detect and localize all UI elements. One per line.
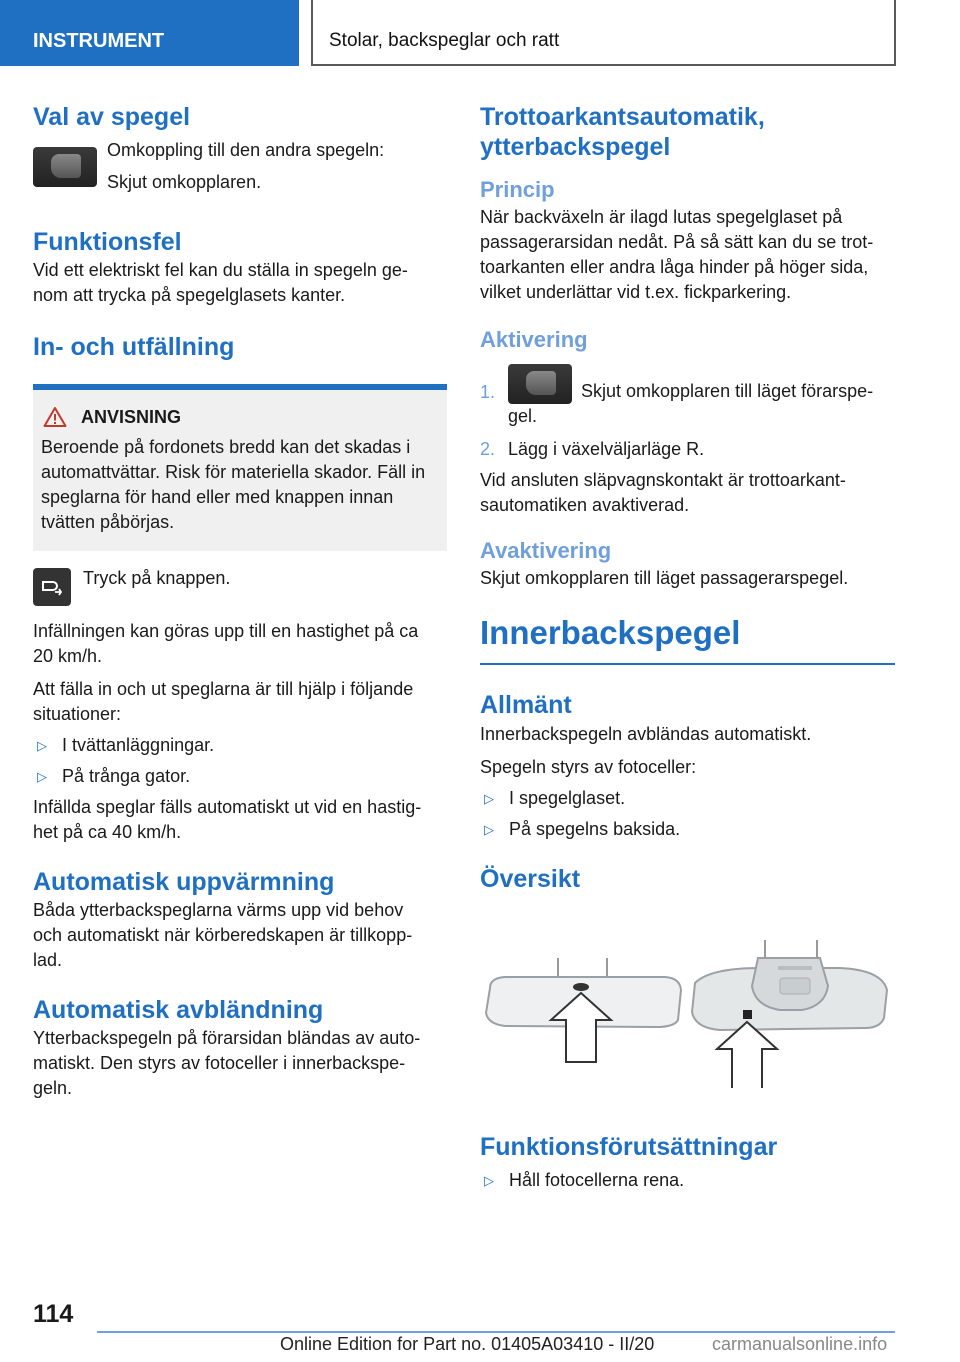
notice-line1: Beroende på fordonets bredd kan det skadas i — [41, 437, 411, 457]
step-number: 1. — [480, 382, 496, 402]
list-item — [480, 1168, 895, 1193]
section-tab: INSTRUMENT — [0, 0, 299, 66]
bullet-triangle-icon: ▷ — [484, 791, 494, 806]
bullet-triangle-icon: ▷ — [484, 822, 494, 837]
mirror-select-text — [107, 138, 384, 195]
bullet-text: I spegelglaset. — [509, 788, 626, 808]
heating-line2: och automatiskt när körberedskapen är tillkopp- — [33, 925, 413, 945]
fold-speed-line2: 20 km/h. — [33, 646, 103, 666]
watermark: carmanualsonline.info — [712, 1334, 888, 1354]
fold-button-text: Tryck på knappen. — [83, 568, 231, 588]
notice-line3: speglarna för hand eller med knappen innan — [41, 487, 394, 507]
right-column — [480, 100, 895, 1193]
numbered-step — [480, 437, 895, 462]
list-item — [480, 817, 895, 842]
mirror-select-line1: Omkoppling till den andra spegeln: — [107, 140, 385, 160]
bullet-triangle-icon: ▷ — [37, 769, 47, 784]
princip-line3: toarkanten eller andra låga hinder på höger sida, — [480, 257, 869, 277]
section-rule — [480, 663, 895, 665]
heading-val-av-spegel: Val av spegel — [33, 103, 191, 131]
numbered-step — [480, 364, 895, 429]
footer-rule — [97, 1331, 895, 1333]
fold-situations-line1: Att fälla in och ut speglarna är till hjälp i följande — [33, 679, 414, 699]
step-text: Skjut omkopplaren till läget förarspe- — [581, 381, 874, 401]
heading-trottoar-line2: ytterbackspegel — [480, 133, 671, 161]
heading-oversikt: Översikt — [480, 865, 581, 893]
notice-title: ANVISNING — [81, 407, 182, 427]
funktionsfel-line1: Vid ett elektriskt fel kan du ställa in spegeln ge- — [33, 260, 408, 280]
mirror-select-line2: Skjut omkopplaren. — [107, 172, 262, 192]
heating-line1: Båda ytterbackspeglarna värms upp vid behov — [33, 900, 404, 920]
fotoceller-intro: Spegeln styrs av fotoceller: — [480, 757, 697, 777]
heading-innerbackspegel: Innerbackspegel — [480, 614, 741, 651]
list-item — [33, 733, 447, 758]
princip-line1: När backväxeln är ilagd lutas spegelglaset på — [480, 207, 843, 227]
warning-icon — [43, 406, 67, 428]
fold-situations-line2: situationer: — [33, 704, 122, 724]
heating-line3: lad. — [33, 950, 63, 970]
bullet-triangle-icon: ▷ — [484, 1173, 494, 1188]
heading-funktionsfel: Funktionsfel — [33, 228, 182, 256]
dimming-line1: Ytterbackspegeln på förarsidan bländas av auto- — [33, 1028, 421, 1048]
bullet-text: På spegelns baksida. — [509, 819, 681, 839]
dimming-line3: geln. — [33, 1078, 73, 1098]
notice-line4: tvätten påbörjas. — [41, 512, 175, 532]
page-header — [0, 0, 960, 66]
heading-automatisk-uppvarmning: Automatisk uppvärmning — [33, 868, 335, 896]
mirror-switch-icon — [33, 147, 97, 187]
bullet-text: På trånga gator. — [62, 766, 191, 786]
princip-line4: vilket underlättar vid t.ex. fickparkering. — [480, 282, 792, 302]
dimming-line2: matiskt. Den styrs av fotoceller i innerbackspe- — [33, 1053, 406, 1073]
trailer-note-line2: sautomatiken avaktiverad. — [480, 495, 690, 515]
funktionsfel-line2: nom att trycka på spegelglasets kanter. — [33, 285, 346, 305]
mirror-switch-icon — [508, 364, 572, 404]
page-number: 114 — [33, 1300, 74, 1328]
unfold-line1: Infällda speglar fälls automatiskt ut vid en hastig- — [33, 797, 422, 817]
fold-button-row — [33, 568, 447, 606]
bullet-text: I tvättanläggningar. — [62, 735, 215, 755]
step1-first-line — [508, 364, 873, 404]
trailer-note-line1: Vid ansluten släpvagnskontakt är trottoarkant- — [480, 470, 846, 490]
list-item — [33, 764, 447, 789]
left-column — [33, 100, 447, 1101]
allmant-text: Innerbackspegeln avbländas automatiskt. — [480, 724, 812, 744]
step-text: Lägg i växelväljarläge R. — [508, 439, 705, 459]
notice-box — [33, 390, 447, 551]
bullet-triangle-icon: ▷ — [37, 738, 47, 753]
chapter-title: Stolar, backspeglar och ratt — [311, 0, 896, 66]
heading-princip: Princip — [480, 177, 555, 202]
heading-in-och-utfallning: In- och utfällning — [33, 333, 235, 361]
heading-funktionsforutsattningar: Funktionsförutsättningar — [480, 1133, 778, 1161]
fold-mirror-icon — [40, 578, 64, 596]
bullet-text: Håll fotocellerna rena. — [509, 1170, 685, 1190]
avaktivering-text: Skjut omkopplaren till läget passagerarspegel. — [480, 568, 849, 588]
heading-aktivering: Aktivering — [480, 327, 588, 352]
notice-line2: automattvättar. Risk för materiella skador. Fäll in — [41, 462, 426, 482]
mirror-select-row — [33, 138, 447, 195]
heading-avaktivering: Avaktivering — [480, 538, 612, 563]
step-body — [508, 364, 873, 429]
unfold-line2: het på ca 40 km/h. — [33, 822, 182, 842]
mirror-fold-button-icon — [33, 568, 71, 606]
heading-trottoar-line1: Trottoarkantsautomatik, — [480, 103, 765, 131]
edition-text: Online Edition for Part no. 01405A03410 - II/20 — [280, 1334, 655, 1354]
princip-line2: passagerarsidan nedåt. På så sätt kan du se trot- — [480, 232, 874, 252]
heading-automatisk-avblandning: Automatisk avbländning — [33, 996, 324, 1024]
fold-speed-line1: Infällningen kan göras upp till en hastighet på ca — [33, 621, 419, 641]
inner-mirror-illustration — [480, 938, 895, 1088]
step-text-cont: gel. — [508, 406, 538, 426]
list-item — [480, 786, 895, 811]
heading-allmant: Allmänt — [480, 691, 572, 719]
step-number: 2. — [480, 439, 496, 459]
notice-heading — [41, 404, 439, 430]
